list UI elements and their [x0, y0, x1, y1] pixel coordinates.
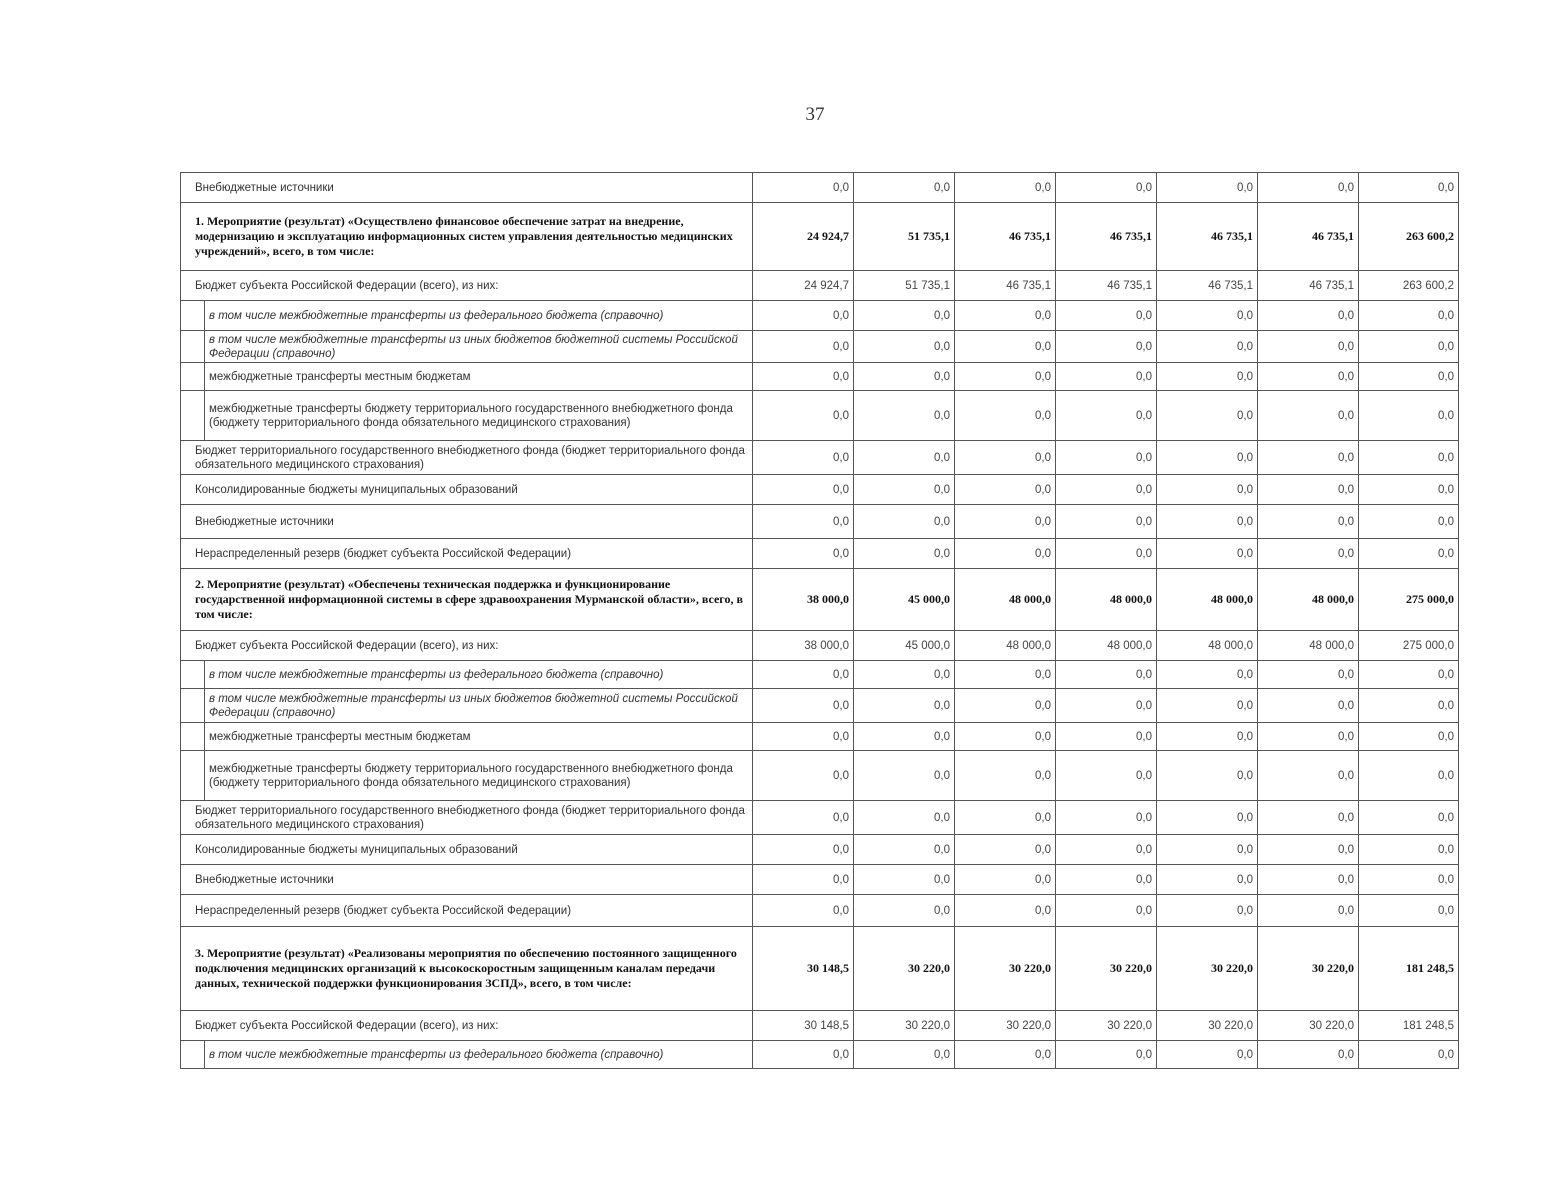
- value-cell: 0,0: [753, 539, 854, 569]
- row-label: Консолидированные бюджеты муниципальных образований: [181, 835, 753, 865]
- value-cell: 0,0: [1258, 723, 1359, 751]
- value-total: 263 600,2: [1359, 203, 1459, 271]
- value-cell: 30 220,0: [955, 1011, 1056, 1041]
- value-cell: 0,0: [854, 331, 955, 363]
- value-cell: 0,0: [1157, 441, 1258, 475]
- table-row: [181, 475, 1459, 505]
- row-label: в том числе межбюджетные трансферты из федерального бюджета (справочно): [205, 301, 753, 331]
- value-cell: 45 000,0: [854, 631, 955, 661]
- value-cell: 0,0: [854, 723, 955, 751]
- value-cell: 48 000,0: [955, 631, 1056, 661]
- value-cell: 30 220,0: [854, 1011, 955, 1041]
- value-cell: 0,0: [1157, 391, 1258, 441]
- value-cell: 0,0: [955, 173, 1056, 203]
- value-total: 0,0: [1359, 751, 1459, 801]
- event-title: 3. Мероприятие (результат) «Реализованы мероприятия по обеспечению постоянного защищенного подключения медицинских организаций к высокоскоростным защищенным каналам передачи данных, технической поддержки функционирования ЗСПД», всего, в том числе:: [181, 927, 753, 1011]
- table-row: [181, 751, 1459, 801]
- value-cell: 0,0: [854, 865, 955, 895]
- value-cell: 30 220,0: [1258, 1011, 1359, 1041]
- row-label: в том числе межбюджетные трансферты из иных бюджетов бюджетной системы Российской Федерации (справочно): [205, 689, 753, 723]
- row-label: в том числе межбюджетные трансферты из федерального бюджета (справочно): [205, 1041, 753, 1069]
- value-total: 0,0: [1359, 505, 1459, 539]
- row-label: Консолидированные бюджеты муниципальных образований: [181, 475, 753, 505]
- value-cell: 0,0: [955, 689, 1056, 723]
- value-cell: 0,0: [1056, 539, 1157, 569]
- table-row: [181, 203, 1459, 271]
- value-cell: 0,0: [955, 801, 1056, 835]
- value-total: 275 000,0: [1359, 569, 1459, 631]
- value-cell: 0,0: [1056, 505, 1157, 539]
- table-row: [181, 505, 1459, 539]
- value-cell: 0,0: [955, 331, 1056, 363]
- table-row: [181, 363, 1459, 391]
- value-cell: 0,0: [1056, 475, 1157, 505]
- value-cell: 0,0: [1258, 475, 1359, 505]
- value-cell: 0,0: [955, 363, 1056, 391]
- row-label: Бюджет субъекта Российской Федерации (всего), из них:: [181, 631, 753, 661]
- value-cell: 0,0: [1056, 391, 1157, 441]
- value-cell: 46 735,1: [1157, 203, 1258, 271]
- value-cell: 0,0: [1157, 363, 1258, 391]
- value-cell: 0,0: [753, 173, 854, 203]
- value-cell: 0,0: [1258, 173, 1359, 203]
- value-total: 0,0: [1359, 539, 1459, 569]
- value-cell: 38 000,0: [753, 631, 854, 661]
- indent-gutter: [181, 689, 205, 723]
- value-cell: 46 735,1: [955, 271, 1056, 301]
- value-cell: 0,0: [854, 1041, 955, 1069]
- value-total: 0,0: [1359, 301, 1459, 331]
- value-cell: 0,0: [1157, 173, 1258, 203]
- value-cell: 45 000,0: [854, 569, 955, 631]
- value-cell: 0,0: [1258, 835, 1359, 865]
- table-row: [181, 1041, 1459, 1069]
- indent-gutter: [181, 301, 205, 331]
- value-total: 0,0: [1359, 689, 1459, 723]
- value-cell: 0,0: [1056, 865, 1157, 895]
- value-cell: 48 000,0: [1157, 569, 1258, 631]
- table-row: [181, 801, 1459, 835]
- value-cell: 0,0: [1157, 661, 1258, 689]
- value-cell: 0,0: [1056, 173, 1157, 203]
- value-cell: 0,0: [955, 835, 1056, 865]
- value-cell: 0,0: [955, 751, 1056, 801]
- value-cell: 0,0: [955, 865, 1056, 895]
- table-row: [181, 927, 1459, 1011]
- value-cell: 30 148,5: [753, 927, 854, 1011]
- value-cell: 0,0: [1258, 391, 1359, 441]
- value-cell: 0,0: [854, 475, 955, 505]
- value-cell: 51 735,1: [854, 271, 955, 301]
- value-cell: 0,0: [955, 441, 1056, 475]
- value-cell: 0,0: [1258, 539, 1359, 569]
- value-cell: 46 735,1: [1056, 203, 1157, 271]
- value-cell: 30 220,0: [854, 927, 955, 1011]
- row-label: межбюджетные трансферты бюджету территориального государственного внебюджетного фонда (бюджету территориального фонда обязательного медицинского страхования): [205, 751, 753, 801]
- value-cell: 0,0: [753, 331, 854, 363]
- value-cell: 24 924,7: [753, 203, 854, 271]
- value-cell: 0,0: [1157, 689, 1258, 723]
- value-cell: 0,0: [1157, 723, 1258, 751]
- value-cell: 0,0: [1258, 661, 1359, 689]
- value-cell: 0,0: [1157, 1041, 1258, 1069]
- value-cell: 0,0: [1157, 865, 1258, 895]
- table-row: [181, 391, 1459, 441]
- value-cell: 0,0: [1056, 301, 1157, 331]
- value-cell: 0,0: [854, 895, 955, 927]
- value-cell: 0,0: [753, 301, 854, 331]
- table-row: [181, 569, 1459, 631]
- page-number: 37: [805, 104, 825, 125]
- table-row: [181, 1011, 1459, 1041]
- value-cell: 0,0: [955, 301, 1056, 331]
- value-total: 0,0: [1359, 865, 1459, 895]
- value-cell: 0,0: [1157, 835, 1258, 865]
- value-cell: 0,0: [753, 363, 854, 391]
- indent-gutter: [181, 661, 205, 689]
- row-label: Внебюджетные источники: [181, 865, 753, 895]
- indent-gutter: [181, 1041, 205, 1069]
- value-cell: 0,0: [1157, 801, 1258, 835]
- value-cell: 0,0: [1258, 751, 1359, 801]
- value-cell: 0,0: [1258, 865, 1359, 895]
- table-row: [181, 331, 1459, 363]
- value-cell: 0,0: [1056, 441, 1157, 475]
- row-label: Бюджет территориального государственного внебюджетного фонда (бюджет территориального фонда обязательного медицинского страхования): [181, 801, 753, 835]
- value-cell: 30 220,0: [1157, 927, 1258, 1011]
- value-cell: 0,0: [955, 391, 1056, 441]
- value-cell: 0,0: [1258, 895, 1359, 927]
- row-label: межбюджетные трансферты местным бюджетам: [205, 363, 753, 391]
- row-label: в том числе межбюджетные трансферты из иных бюджетов бюджетной системы Российской Федерации (справочно): [205, 331, 753, 363]
- table-row: [181, 301, 1459, 331]
- value-cell: 46 735,1: [1157, 271, 1258, 301]
- value-total: 0,0: [1359, 661, 1459, 689]
- value-cell: 0,0: [1258, 363, 1359, 391]
- value-cell: 0,0: [1258, 505, 1359, 539]
- indent-gutter: [181, 363, 205, 391]
- table-row: [181, 173, 1459, 203]
- indent-gutter: [181, 723, 205, 751]
- value-cell: 0,0: [955, 539, 1056, 569]
- event-title: 2. Мероприятие (результат) «Обеспечены техническая поддержка и функционирование государственной информационной системы в сфере здравоохранения Мурманской области», всего, в том числе:: [181, 569, 753, 631]
- row-label: Внебюджетные источники: [181, 173, 753, 203]
- value-cell: 0,0: [753, 865, 854, 895]
- value-cell: 48 000,0: [1056, 631, 1157, 661]
- value-cell: 0,0: [854, 363, 955, 391]
- value-cell: 0,0: [753, 751, 854, 801]
- row-label: Нераспределенный резерв (бюджет субъекта Российской Федерации): [181, 895, 753, 927]
- value-cell: 0,0: [753, 661, 854, 689]
- value-cell: 46 735,1: [1258, 203, 1359, 271]
- value-cell: 0,0: [753, 689, 854, 723]
- row-label: межбюджетные трансферты бюджету территориального государственного внебюджетного фонда (бюджету территориального фонда обязательного медицинского страхования): [205, 391, 753, 441]
- value-cell: 0,0: [1056, 895, 1157, 927]
- value-cell: 0,0: [1056, 723, 1157, 751]
- value-cell: 0,0: [753, 835, 854, 865]
- row-label: в том числе межбюджетные трансферты из федерального бюджета (справочно): [205, 661, 753, 689]
- value-cell: 0,0: [753, 475, 854, 505]
- value-total: 181 248,5: [1359, 927, 1459, 1011]
- value-total: 0,0: [1359, 391, 1459, 441]
- row-label: Нераспределенный резерв (бюджет субъекта Российской Федерации): [181, 539, 753, 569]
- value-cell: 0,0: [1056, 689, 1157, 723]
- value-cell: 0,0: [854, 391, 955, 441]
- value-cell: 0,0: [1157, 475, 1258, 505]
- value-cell: 0,0: [753, 723, 854, 751]
- table-row: [181, 271, 1459, 301]
- value-cell: 0,0: [1258, 441, 1359, 475]
- table-row: [181, 631, 1459, 661]
- value-cell: 0,0: [1157, 751, 1258, 801]
- value-cell: 0,0: [1056, 801, 1157, 835]
- value-cell: 0,0: [1157, 895, 1258, 927]
- value-total: 0,0: [1359, 835, 1459, 865]
- value-cell: 0,0: [854, 689, 955, 723]
- value-total: 0,0: [1359, 895, 1459, 927]
- value-cell: 0,0: [955, 723, 1056, 751]
- value-cell: 0,0: [1056, 363, 1157, 391]
- value-cell: 0,0: [955, 895, 1056, 927]
- value-cell: 0,0: [1056, 661, 1157, 689]
- value-cell: 30 220,0: [1157, 1011, 1258, 1041]
- value-total: 0,0: [1359, 801, 1459, 835]
- indent-gutter: [181, 391, 205, 441]
- table-row: [181, 835, 1459, 865]
- value-cell: 51 735,1: [854, 203, 955, 271]
- value-cell: 30 220,0: [1056, 1011, 1157, 1041]
- table-row: [181, 661, 1459, 689]
- budget-table: [180, 172, 1459, 1069]
- value-cell: 0,0: [1056, 751, 1157, 801]
- value-cell: 0,0: [1157, 331, 1258, 363]
- row-label: Бюджет территориального государственного внебюджетного фонда (бюджет территориального фонда обязательного медицинского страхования): [181, 441, 753, 475]
- value-cell: 0,0: [1258, 689, 1359, 723]
- value-cell: 48 000,0: [1258, 631, 1359, 661]
- value-cell: 0,0: [854, 441, 955, 475]
- value-cell: 46 735,1: [1056, 271, 1157, 301]
- value-cell: 0,0: [955, 1041, 1056, 1069]
- row-label: Внебюджетные источники: [181, 505, 753, 539]
- value-cell: 0,0: [854, 301, 955, 331]
- value-cell: 48 000,0: [1258, 569, 1359, 631]
- value-total: 0,0: [1359, 723, 1459, 751]
- value-total: 0,0: [1359, 441, 1459, 475]
- table-row: [181, 689, 1459, 723]
- value-cell: 0,0: [1056, 1041, 1157, 1069]
- table-row: [181, 895, 1459, 927]
- value-cell: 0,0: [854, 751, 955, 801]
- value-cell: 30 220,0: [1258, 927, 1359, 1011]
- value-cell: 0,0: [1056, 331, 1157, 363]
- value-cell: 38 000,0: [753, 569, 854, 631]
- value-cell: 46 735,1: [1258, 271, 1359, 301]
- value-total: 275 000,0: [1359, 631, 1459, 661]
- indent-gutter: [181, 331, 205, 363]
- value-cell: 46 735,1: [955, 203, 1056, 271]
- value-cell: 30 220,0: [955, 927, 1056, 1011]
- value-cell: 0,0: [753, 505, 854, 539]
- value-cell: 0,0: [1056, 835, 1157, 865]
- value-cell: 0,0: [1157, 505, 1258, 539]
- value-cell: 48 000,0: [955, 569, 1056, 631]
- value-cell: 0,0: [854, 801, 955, 835]
- value-cell: 0,0: [1157, 539, 1258, 569]
- value-cell: 0,0: [955, 475, 1056, 505]
- value-total: 0,0: [1359, 173, 1459, 203]
- value-total: 0,0: [1359, 363, 1459, 391]
- row-label: Бюджет субъекта Российской Федерации (всего), из них:: [181, 1011, 753, 1041]
- value-cell: 0,0: [854, 661, 955, 689]
- value-cell: 0,0: [854, 835, 955, 865]
- value-cell: 0,0: [1258, 331, 1359, 363]
- value-cell: 0,0: [854, 505, 955, 539]
- value-total: 0,0: [1359, 331, 1459, 363]
- value-cell: 0,0: [854, 539, 955, 569]
- indent-gutter: [181, 751, 205, 801]
- value-cell: 48 000,0: [1056, 569, 1157, 631]
- value-cell: 0,0: [1258, 1041, 1359, 1069]
- value-cell: 0,0: [854, 173, 955, 203]
- value-cell: 48 000,0: [1157, 631, 1258, 661]
- value-cell: 0,0: [955, 661, 1056, 689]
- value-cell: 0,0: [753, 441, 854, 475]
- value-cell: 0,0: [955, 505, 1056, 539]
- value-total: 0,0: [1359, 1041, 1459, 1069]
- value-cell: 0,0: [753, 1041, 854, 1069]
- value-cell: 0,0: [1157, 301, 1258, 331]
- value-cell: 0,0: [753, 391, 854, 441]
- value-cell: 0,0: [753, 801, 854, 835]
- value-cell: 0,0: [753, 895, 854, 927]
- value-cell: 0,0: [1258, 801, 1359, 835]
- row-label: Бюджет субъекта Российской Федерации (всего), из них:: [181, 271, 753, 301]
- event-title: 1. Мероприятие (результат) «Осуществлено финансовое обеспечение затрат на внедрение, модернизацию и эксплуатацию информационных систем управления деятельностью медицинских учреждений», всего, в том числе:: [181, 203, 753, 271]
- row-label: межбюджетные трансферты местным бюджетам: [205, 723, 753, 751]
- value-total: 0,0: [1359, 475, 1459, 505]
- value-cell: 30 220,0: [1056, 927, 1157, 1011]
- table-row: [181, 441, 1459, 475]
- budget-table-body: [181, 173, 1459, 1069]
- value-cell: 30 148,5: [753, 1011, 854, 1041]
- table-row: [181, 865, 1459, 895]
- table-row: [181, 539, 1459, 569]
- value-total: 263 600,2: [1359, 271, 1459, 301]
- value-total: 181 248,5: [1359, 1011, 1459, 1041]
- value-cell: 24 924,7: [753, 271, 854, 301]
- value-cell: 0,0: [1258, 301, 1359, 331]
- table-row: [181, 723, 1459, 751]
